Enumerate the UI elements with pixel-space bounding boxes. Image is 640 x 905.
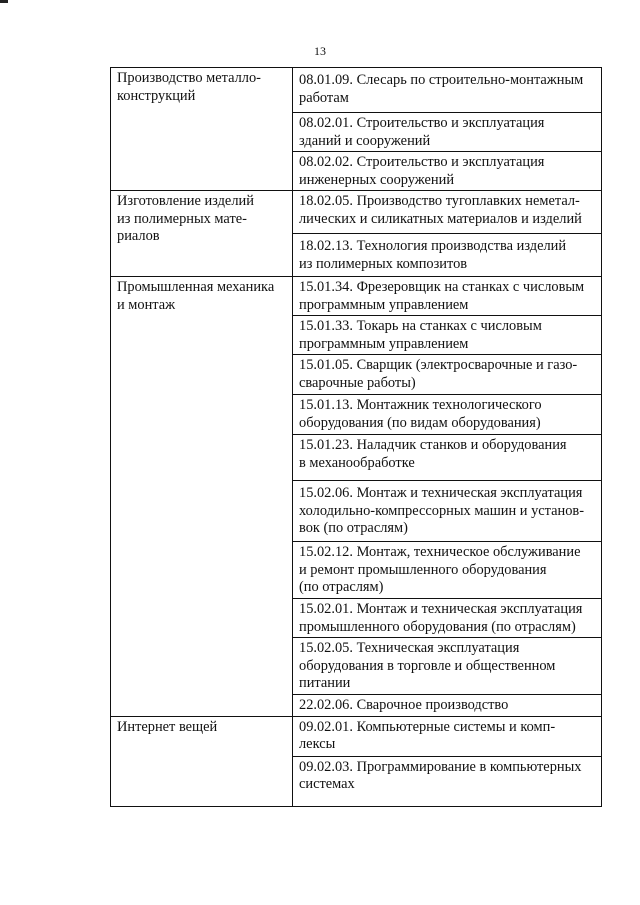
specialty-cell xyxy=(293,152,602,191)
table-row xyxy=(111,191,602,234)
specialty-label: 15.02.01. Монтаж и техническая эксплуатация промышленного оборудования (по отраслям) xyxy=(299,601,583,635)
specialty-label: 08.02.02. Строительство и эксплуатация инженерных сооружений xyxy=(299,154,545,188)
table-row xyxy=(111,716,602,756)
area-cell xyxy=(111,191,293,277)
area-label: Промышленная механика и монтаж xyxy=(117,279,275,313)
specialty-cell xyxy=(293,694,602,716)
specialty-label: 09.02.01. Компьютерные системы и комп- лексы xyxy=(299,718,556,752)
specialty-cell xyxy=(293,638,602,695)
specialty-cell xyxy=(293,113,602,152)
specialty-cell xyxy=(293,355,602,395)
specialty-cell xyxy=(293,191,602,234)
specialty-label: 08.02.01. Строительство и эксплуатация зданий и сооружений xyxy=(299,115,545,149)
specialty-cell xyxy=(293,756,602,806)
specialty-label: 15.01.34. Фрезеровщик на станках с числовым программным управлением xyxy=(299,279,585,313)
specialty-label: 22.02.06. Сварочное производство xyxy=(299,696,509,713)
specialty-cell xyxy=(293,716,602,756)
specialty-cell xyxy=(293,277,602,316)
specialty-label: 18.02.13. Технология производства изделий из полимерных композитов xyxy=(299,238,567,272)
scan-corner-mark xyxy=(0,0,8,3)
specialty-label: 18.02.05. Производство тугоплавких неметал- лических и силикатных материалов и изделий xyxy=(299,193,582,227)
specialty-cell xyxy=(293,481,602,542)
specialty-label: 15.02.12. Монтаж, техническое обслуживание и ремонт промышленного оборудования (по отраслям) xyxy=(299,544,581,595)
area-label: Производство металло- конструкций xyxy=(117,70,261,104)
specialty-label: 09.02.03. Программирование в компьютерных системах xyxy=(299,758,582,792)
table-row xyxy=(111,277,602,316)
specialty-cell xyxy=(293,435,602,481)
area-cell xyxy=(111,277,293,717)
specialty-cell xyxy=(293,395,602,435)
specialty-label: 15.01.23. Наладчик станков и оборудования в механообработке xyxy=(299,437,567,471)
page-number: 13 xyxy=(314,44,326,58)
specialty-cell xyxy=(293,316,602,355)
specialty-label: 08.01.09. Слесарь по строительно-монтажным работам xyxy=(299,72,584,106)
specialty-label: 15.01.13. Монтажник технологического оборудования (по видам оборудования) xyxy=(299,397,542,431)
specialty-label: 15.02.05. Техническая эксплуатация оборудования в торговле и общественном питании xyxy=(299,640,556,691)
area-cell xyxy=(111,716,293,806)
area-label: Интернет вещей xyxy=(117,718,218,735)
table-row xyxy=(111,68,602,113)
specialties-table xyxy=(110,67,602,807)
specialty-label: 15.01.33. Токарь на станках с числовым программным управлением xyxy=(299,318,542,352)
specialty-cell xyxy=(293,542,602,599)
specialty-label: 15.02.06. Монтаж и техническая эксплуатация холодильно-компрессорных машин и установ- вок (по отраслям) xyxy=(299,485,585,536)
specialty-cell xyxy=(293,599,602,638)
area-cell xyxy=(111,68,293,191)
area-label: Изготовление изделий из полимерных мате- риалов xyxy=(117,193,254,244)
specialty-label: 15.01.05. Сварщик (электросварочные и газо- сварочные работы) xyxy=(299,357,578,391)
specialty-cell xyxy=(293,234,602,277)
specialty-cell xyxy=(293,68,602,113)
